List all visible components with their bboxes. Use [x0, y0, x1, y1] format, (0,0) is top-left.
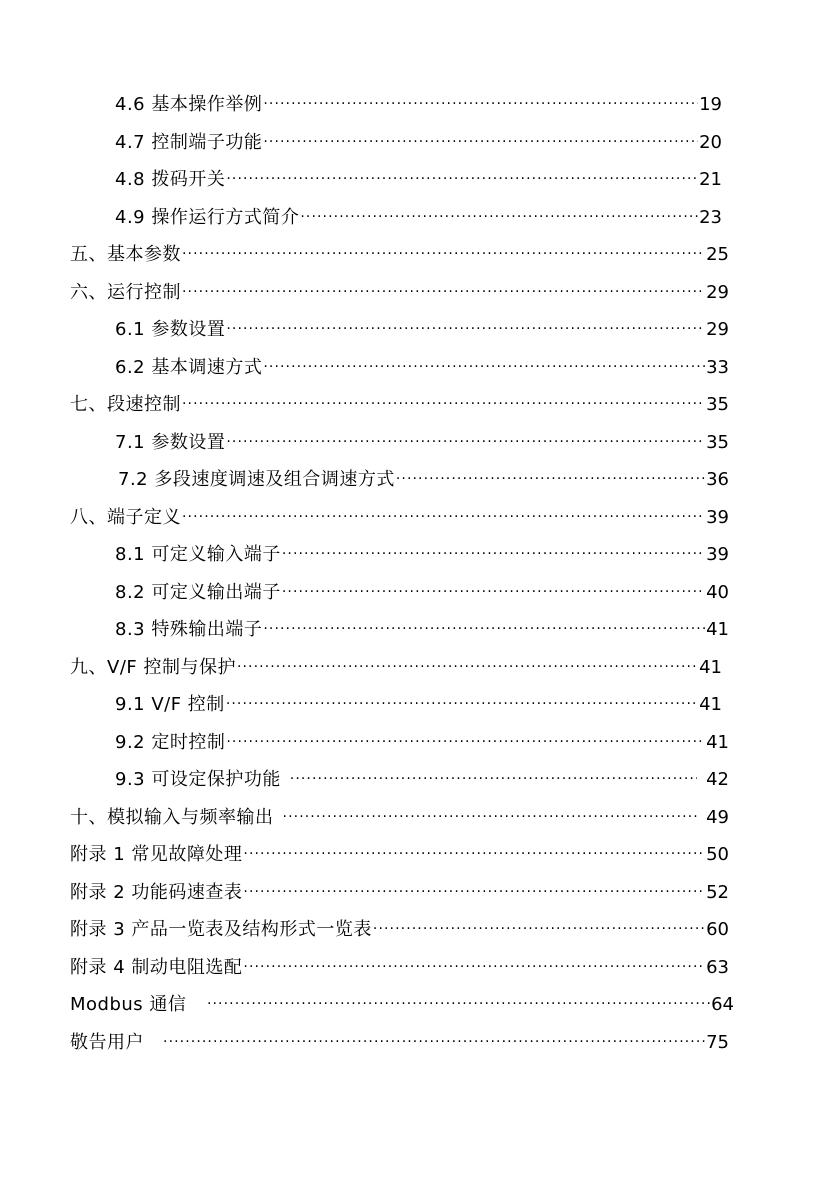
toc-dot-leader — [283, 799, 698, 837]
toc-entry-title: 6.2 基本调速方式 — [115, 356, 263, 378]
toc-dot-leader — [263, 124, 698, 162]
toc-entry-page: 41 — [706, 619, 729, 640]
toc-entry-title: 7.2 多段速度调速及组合调速方式 — [118, 469, 395, 490]
toc-entry-user-notice[interactable] — [0, 1024, 825, 1062]
toc-entry-title: 七、段速控制 — [70, 394, 181, 415]
toc-entry-page: 64 — [711, 994, 734, 1015]
toc-entry-9-3[interactable] — [0, 761, 825, 799]
toc-entry-title: 9.1 V/F 控制 — [115, 694, 225, 715]
toc-entry-chapter-6[interactable] — [0, 274, 825, 312]
toc-dot-leader — [373, 911, 705, 949]
toc-entry-title: 附录 2 功能码速查表 — [70, 881, 243, 903]
toc-entry-page: 29 — [706, 281, 729, 303]
toc-entry-title: 8.2 可定义输出端子 — [115, 581, 281, 603]
toc-entry-4-7[interactable] — [0, 124, 825, 162]
toc-dot-leader — [263, 86, 698, 124]
toc-dot-leader — [282, 574, 705, 612]
toc-entry-page: 52 — [706, 881, 729, 903]
toc-entry-page: 29 — [706, 319, 729, 340]
toc-entry-4-6[interactable] — [0, 86, 825, 124]
toc-dot-leader — [263, 611, 705, 649]
toc-entry-chapter-9[interactable] — [0, 649, 825, 687]
toc-entry-title: 附录 1 常见故障处理 — [70, 844, 243, 865]
toc-entry-9-1[interactable] — [0, 686, 825, 724]
toc-entry-modbus[interactable] — [0, 986, 825, 1024]
toc-entry-page: 25 — [706, 244, 729, 265]
toc-entry-title: 附录 4 制动电阻选配 — [70, 956, 243, 978]
toc-entry-8-1[interactable] — [0, 536, 825, 574]
toc-entry-page: 39 — [706, 544, 729, 565]
toc-entry-title: 4.9 操作运行方式简介 — [115, 206, 300, 228]
toc-entry-4-8[interactable] — [0, 161, 825, 199]
toc-entry-page: 35 — [706, 431, 729, 453]
toc-dot-leader — [163, 1024, 705, 1062]
toc-dot-leader — [182, 386, 705, 424]
toc-entry-6-2[interactable] — [0, 349, 825, 387]
toc-entry-chapter-10[interactable] — [0, 799, 825, 837]
toc-entry-appendix-4[interactable] — [0, 949, 825, 987]
toc-entry-title: Modbus 通信 — [70, 994, 187, 1015]
toc-entry-title: 9.3 可设定保护功能 — [115, 769, 281, 790]
toc-entry-page: 40 — [706, 581, 729, 603]
toc-entry-title: 7.1 参数设置 — [115, 431, 226, 453]
toc-dot-leader — [243, 949, 705, 987]
toc-entry-6-1[interactable] — [0, 311, 825, 349]
toc-entry-page: 41 — [699, 694, 722, 715]
toc-dot-leader — [226, 311, 705, 349]
toc-dot-leader — [243, 836, 705, 874]
toc-entry-page: 41 — [699, 656, 722, 678]
toc-entry-appendix-1[interactable] — [0, 836, 825, 874]
toc-entry-page: 35 — [706, 394, 729, 415]
toc-entry-page: 49 — [706, 806, 730, 828]
toc-entry-title: 8.1 可定义输入端子 — [115, 544, 281, 565]
toc-dot-leader — [226, 686, 698, 724]
toc-dot-leader — [237, 649, 698, 687]
toc-entry-page: 19 — [699, 94, 722, 115]
toc-entry-title: 五、基本参数 — [70, 244, 181, 265]
toc-dot-leader — [396, 461, 705, 499]
toc-entry-page: 41 — [706, 731, 729, 753]
toc-entry-title: 八、端子定义 — [70, 506, 181, 528]
toc-entry-page: 42 — [706, 769, 729, 790]
toc-entry-7-1[interactable] — [0, 424, 825, 462]
toc-entry-chapter-7[interactable] — [0, 386, 825, 424]
toc-entry-title: 附录 3 产品一览表及结构形式一览表 — [70, 919, 372, 940]
toc-entry-page: 60 — [706, 919, 729, 940]
toc-entry-9-2[interactable] — [0, 724, 825, 762]
toc-entry-chapter-5[interactable] — [0, 236, 825, 274]
toc-entry-8-3[interactable] — [0, 611, 825, 649]
toc-entry-page: 36 — [706, 469, 729, 490]
table-of-contents — [0, 86, 825, 1061]
toc-entry-title: 8.3 特殊输出端子 — [115, 619, 263, 640]
toc-entry-page: 21 — [699, 169, 722, 190]
toc-dot-leader — [226, 724, 705, 762]
toc-entry-8-2[interactable] — [0, 574, 825, 612]
toc-dot-leader — [282, 536, 705, 574]
toc-entry-page: 20 — [699, 131, 722, 153]
toc-dot-leader — [182, 499, 705, 537]
toc-dot-leader — [243, 874, 705, 912]
toc-dot-leader — [290, 761, 697, 799]
toc-entry-title: 9.2 定时控制 — [115, 731, 226, 753]
toc-entry-4-9[interactable] — [0, 199, 825, 237]
toc-dot-leader — [182, 236, 705, 274]
toc-entry-title: 十、模拟输入与频率输出 — [70, 806, 274, 828]
toc-entry-title: 4.6 基本操作举例 — [115, 94, 263, 115]
toc-dot-leader — [226, 161, 698, 199]
toc-entry-page: 63 — [706, 956, 729, 978]
toc-dot-leader — [182, 274, 705, 312]
toc-entry-title: 4.7 控制端子功能 — [115, 131, 263, 153]
toc-entry-7-2[interactable] — [0, 461, 825, 499]
toc-entry-title: 敬告用户 — [70, 1031, 144, 1053]
toc-entry-page: 50 — [706, 844, 729, 865]
toc-entry-appendix-3[interactable] — [0, 911, 825, 949]
toc-dot-leader — [300, 199, 698, 237]
toc-entry-title: 4.8 拨码开关 — [115, 169, 226, 190]
toc-entry-appendix-2[interactable] — [0, 874, 825, 912]
toc-entry-page: 23 — [699, 206, 722, 228]
toc-dot-leader — [226, 424, 705, 462]
toc-dot-leader — [207, 986, 710, 1024]
toc-entry-page: 33 — [706, 356, 729, 378]
toc-entry-chapter-8[interactable] — [0, 499, 825, 537]
toc-entry-title: 九、V/F 控制与保护 — [70, 656, 236, 678]
toc-dot-leader — [263, 349, 705, 387]
toc-entry-title: 六、运行控制 — [70, 281, 181, 303]
toc-entry-page: 39 — [706, 506, 729, 528]
toc-entry-title: 6.1 参数设置 — [115, 319, 226, 340]
toc-entry-page: 75 — [706, 1031, 729, 1053]
